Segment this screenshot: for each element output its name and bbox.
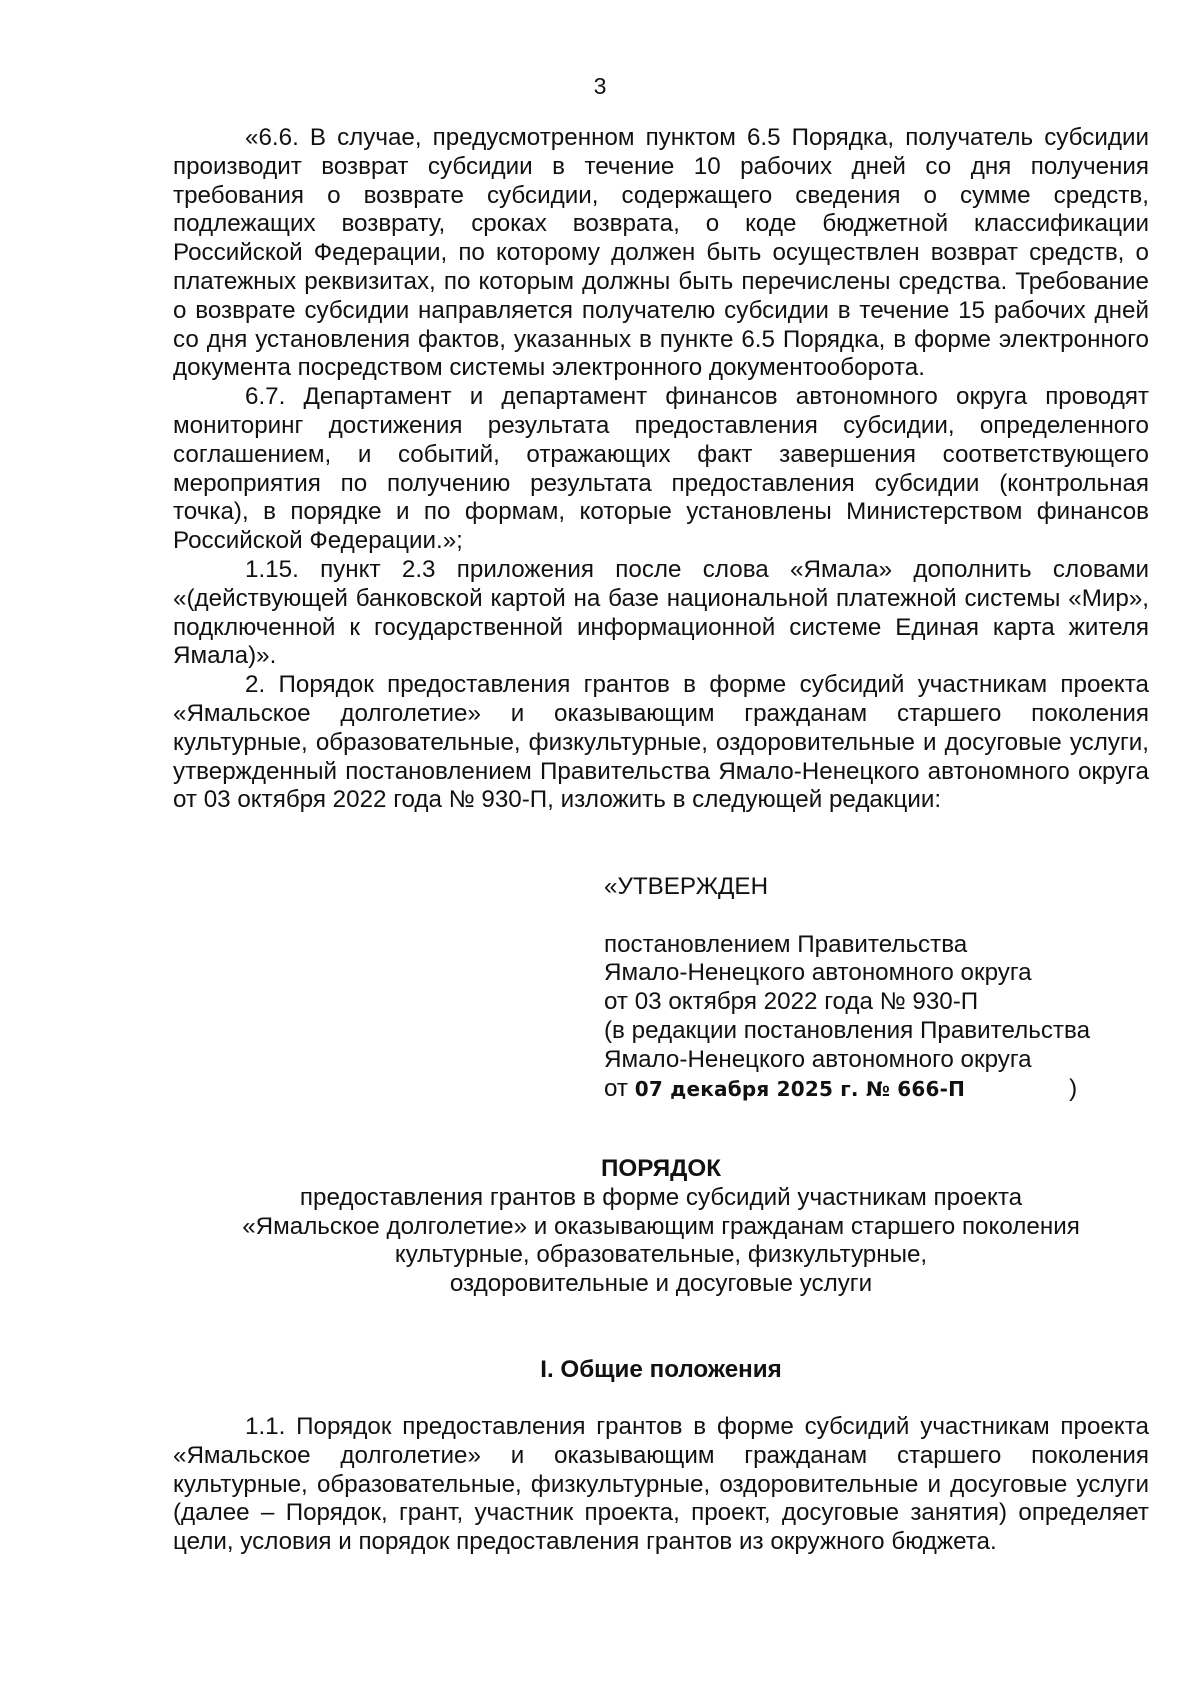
approval-line: от 03 октября 2022 года № 930-П [604, 988, 979, 1016]
section-body [173, 1413, 1149, 1557]
title-subtitle-line: культурные, образовательные, физкультурные, [394, 1241, 928, 1269]
paragraph-2: 2. Порядок предоставления грантов в форме субсидий участникам проекта «Ямальское долголетие» и оказывающим гражданам старшего поколения культурные, образовательные, физкультурные, оздоровительные и досуговые услуги, утвержденный постановлением Правительства Ямало-Ненецкого автономного округа от 03 октября 2022 года № 930-П, изложить в следующей редакции: [173, 671, 1149, 814]
title-subtitle-line: предоставления грантов в форме субсидий участникам проекта [299, 1183, 1023, 1211]
title-subtitle-line: «Ямальское долголетие» и оказывающим гражданам старшего поколения [242, 1212, 1080, 1240]
approval-line: Ямало-Ненецкого автономного округа [604, 1045, 1032, 1073]
approval-line: (в редакции постановления Правительства [604, 1016, 1091, 1044]
paragraph-1-1: 1.1. Порядок предоставления грантов в форме субсидий участникам проекта «Ямальское долголетие» и оказывающим гражданам старшего поколения культурные, образовательные, физкультурные, оздоровительные и досуговые услуги (далее – Порядок, грант, участник проекта, проект, досуговые занятия) определяет цели, условия и порядок предоставления грантов из окружного бюджета. [173, 1413, 1149, 1556]
page-number: 3 [593, 73, 607, 99]
paragraph-1-15: 1.15. пункт 2.3 приложения после слова «Ямала» дополнить словами «(действующей банковской картой на базе национальной платежной системы «Мир», подключенной к государственной информационной системе Единая карта жителя Ямала)». [173, 555, 1149, 670]
approval-line: Ямало-Ненецкого автономного округа [604, 959, 1032, 987]
amendment-text [173, 124, 1149, 815]
title-main: ПОРЯДОК [601, 1155, 721, 1182]
section-heading: I. Общие положения [540, 1356, 782, 1383]
approval-heading: «УТВЕРЖДЕН [604, 873, 769, 900]
approval-line: постановлением Правительства [604, 930, 968, 958]
registration-stamp: 07 декабря 2025 г. № 666-П [634, 1076, 966, 1101]
paragraph-6-7: 6.7. Департамент и департамент финансов автономного округа проводят мониторинг достижения результата предоставления субсидии, определенного соглашением, и событий, отражающих факт завершения соответствующего мероприятия по получению результата предоставления субсидии (контрольная точка), в порядке и по формам, которые установлены Министерством финансов Российской Федерации.»; [173, 383, 1149, 555]
document-title [173, 1155, 1149, 1299]
paragraph-6-6: «6.6. В случае, предусмотренном пунктом 6.5 Порядка, получатель субсидии производит возврат субсидии в течение 10 рабочих дней со дня получения требования о возврате субсидии, содержащего сведения о сумме средств, подлежащих возврату, сроках возврата, о коде бюджетной классификации Российской Федерации, по которому должен быть осуществлен возврат средств, о платежных реквизитах, по которым должны быть перечислены средства. Требование о возврате субсидии направляется получателю субсидии в течение 15 рабочих дней со дня установления фактов, указанных в пункте 6.5 Порядка, в форме электронного документа посредством системы электронного документооборота. [173, 124, 1149, 382]
approval-date-suffix: ) [1069, 1074, 1078, 1102]
approval-stamp-block [604, 873, 1164, 1103]
title-subtitle-line: оздоровительные и досуговые услуги [449, 1270, 873, 1298]
approval-date-line [604, 1075, 1164, 1104]
approval-date-prefix: от [604, 1074, 628, 1102]
approval-spacer [604, 902, 1164, 931]
